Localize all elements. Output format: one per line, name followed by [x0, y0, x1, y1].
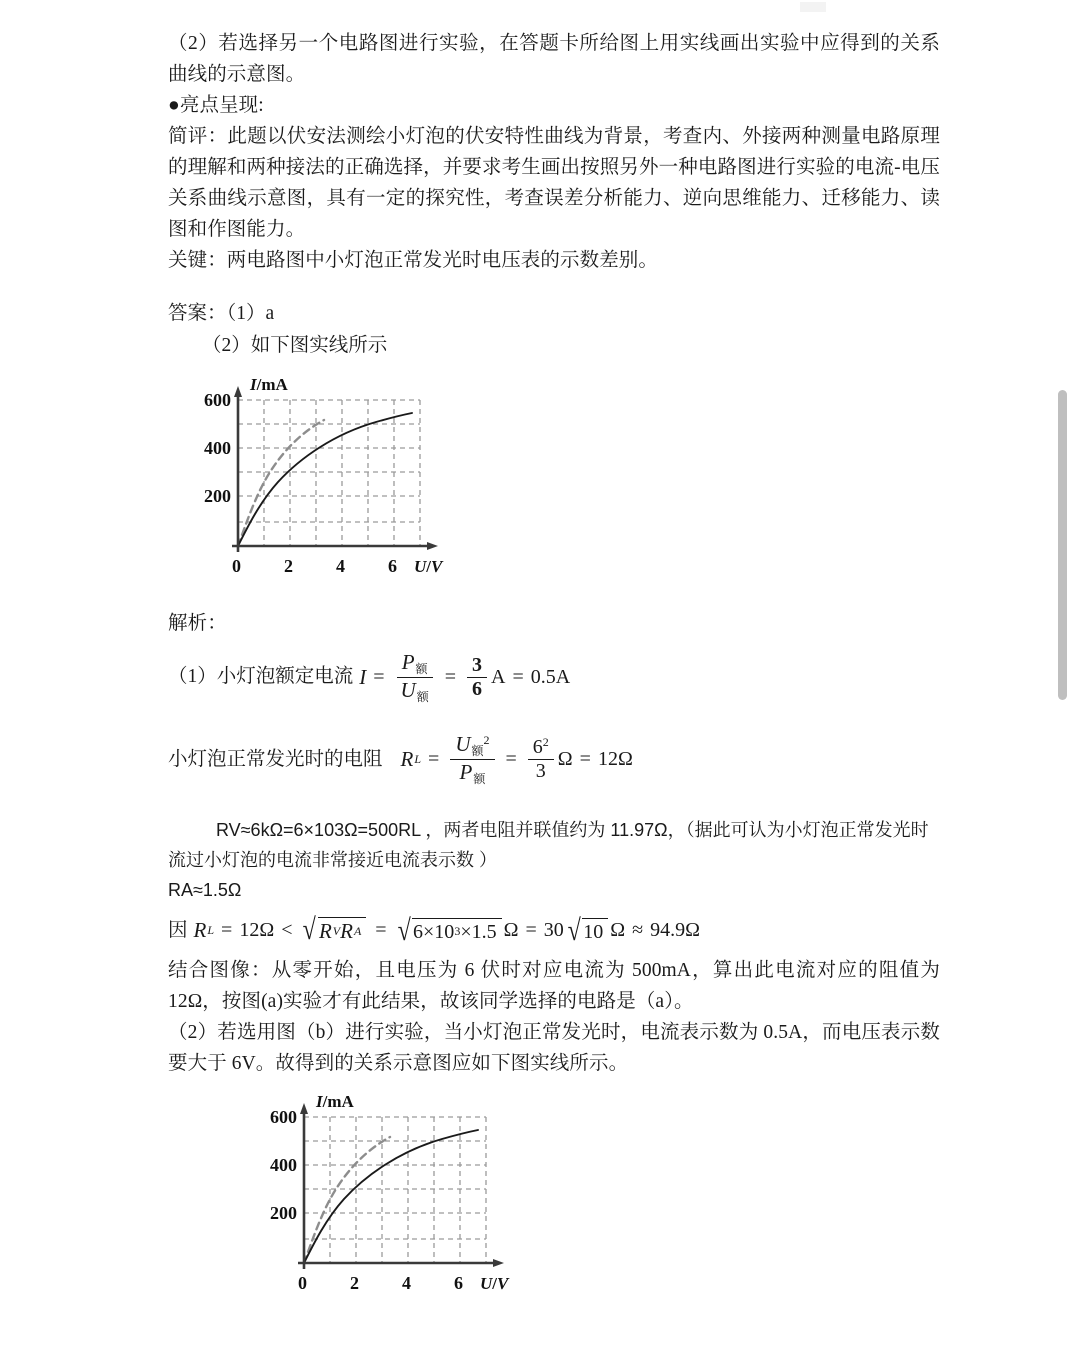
x-tick-6: 6 — [388, 556, 397, 576]
formula-1-den2: 6 — [472, 677, 483, 700]
formula-1-num2: 3 — [467, 655, 487, 678]
iv-characteristic-chart-top — [198, 374, 448, 596]
paragraph-commentary: 简评：此题以伏安法测绘小灯泡的伏安特性曲线为背景，考查内、外接两种测量电路原理的理解和两种接法的正确选择，并要求考生画出按照另外一种电路图进行实验的电流-电压关系曲线示意图，具有一定的探究性，考查误差分析能力、逆向思维能力、迁移能力、读图和作图能力。 — [168, 126, 940, 240]
formula-3-result: 94.9Ω — [650, 919, 700, 942]
radical-sign-3: √ — [567, 913, 581, 947]
x-axis-arrow — [427, 542, 438, 550]
formula-1-eq-1: = — [373, 666, 385, 689]
formula-1-eq-2: = — [444, 666, 457, 689]
radical-body-2 — [412, 918, 502, 944]
formula-1-denominator — [396, 678, 434, 704]
formula-3-rad2-sup: 3 — [454, 924, 461, 939]
formula-2-unit: Ω — [557, 748, 573, 771]
y-tick-400: 400 — [270, 1155, 297, 1176]
formula-1-fraction-P-over-U — [396, 651, 434, 703]
paragraph-key-point: 关键：两电路图中小灯泡正常发光时电压表的示数差别。 — [168, 250, 659, 271]
formula-1-num-sub: 额 — [415, 662, 428, 676]
curve-dashed — [238, 420, 324, 546]
x-axis-arrow — [493, 1259, 504, 1267]
y-tick-600: 600 — [270, 1107, 297, 1128]
x-tick-4: 4 — [402, 1273, 411, 1294]
formula-3-radical-1 — [301, 913, 366, 947]
formula-2-eq-3: = — [579, 748, 591, 771]
scrollbar-track[interactable] — [1060, 0, 1071, 1364]
chart-bottom-svg — [264, 1091, 514, 1313]
formula-3-rv-sub: V — [332, 924, 341, 939]
radical-body-1 — [318, 917, 366, 943]
y-tick-600: 600 — [204, 390, 231, 410]
formula-3-radical-3 — [566, 913, 608, 947]
radical-sign-2: √ — [397, 913, 411, 947]
formula-3-unit-1: Ω — [503, 919, 519, 942]
formula-2-fraction-62-over-3 — [528, 736, 554, 782]
formula-2-num2-sup: 2 — [542, 735, 549, 750]
formula-1-unit: A — [491, 666, 506, 689]
formula-3-symbol-sub: L — [207, 922, 215, 937]
formula-3-rad2-base: 6×10 — [413, 920, 455, 943]
document-content — [168, 28, 940, 1313]
analysis-heading: 解析： — [168, 613, 227, 634]
formula-2-num2-val: 6 — [532, 736, 543, 759]
y-axis-label: I/mA — [250, 375, 288, 394]
formula-2-num2 — [528, 736, 554, 760]
x-tick-0: 0 — [232, 556, 241, 576]
formula-2-den-sym: P — [459, 759, 473, 784]
x-tick-2: 2 — [284, 556, 293, 576]
paragraph-highlight-heading: ●亮点呈现: — [168, 95, 264, 116]
voltmeter-resistance-note: RV≈6kΩ=6×103Ω=500RL ，两者电阻并联值约为 11.97Ω，（据此可认为小灯泡正常发光时流过小灯泡的电流非常接近电流表示数 ） — [168, 820, 929, 871]
formula-2-eq-1: = — [428, 748, 440, 771]
formula-2-fraction-U2-over-P — [450, 733, 494, 785]
chart-top-svg — [198, 374, 448, 596]
formula-1-num-sym: P — [401, 650, 415, 674]
x-tick-2: 2 — [350, 1273, 359, 1294]
answer-line-2: （2）如下图实线所示 — [202, 335, 388, 356]
paragraph-question-2-solution: （2）若选用图（b）进行实验，当小灯泡正常发光时，电流表示数为 0.5A，而电压表示数要大于 6V。故得到的关系示意图应如下图实线所示。 — [168, 1022, 940, 1075]
x-tick-6: 6 — [454, 1273, 463, 1294]
ammeter-resistance-note: RA≈1.5Ω — [168, 880, 242, 901]
x-tick-4: 4 — [336, 556, 345, 576]
formula-1-den-sym: U — [400, 677, 416, 702]
chart-top-wrapper — [198, 374, 940, 596]
formula-3-eq-1: = — [221, 919, 233, 942]
formula-1-symbol: I — [359, 664, 367, 689]
formula-3-unit-2: Ω — [610, 919, 626, 942]
y-tick-400: 400 — [204, 438, 231, 458]
x-tick-0: 0 — [298, 1273, 307, 1294]
x-axis-label: U/V — [414, 557, 443, 576]
y-tick-200: 200 — [270, 1203, 297, 1224]
y-axis-arrow — [234, 386, 242, 397]
y-axis-arrow — [300, 1103, 308, 1114]
formula-2-num-sub: 额 — [471, 744, 484, 759]
formula-lamp-resistance — [168, 733, 940, 785]
x-axis-label: U/V — [480, 1274, 509, 1294]
y-tick-200: 200 — [204, 486, 231, 506]
formula-3-ra-sym: R — [340, 919, 353, 944]
chart-bottom-wrapper — [264, 1091, 940, 1313]
formula-1-eq-3: = — [512, 666, 524, 689]
formula-3-coefficient: 30 — [543, 919, 564, 942]
formula-2-eq-2: = — [505, 748, 517, 771]
formula-3-eq-2: = — [375, 919, 387, 942]
answer-line-1: 答案：（1）a — [168, 303, 275, 324]
formula-3-lt: < — [281, 919, 293, 942]
formula-1-lead: （1）小灯泡额定电流 — [168, 666, 354, 688]
formula-2-den2: 3 — [535, 760, 546, 783]
formula-1-fraction-3-over-6 — [467, 655, 487, 700]
radical-sign-1: √ — [303, 913, 317, 947]
page-corner-artifact — [800, 2, 826, 12]
formula-rated-current — [168, 651, 940, 703]
radical-body-3: 10 — [582, 918, 608, 944]
formula-1-result: 0.5A — [530, 666, 571, 689]
curve-dashed — [304, 1137, 390, 1263]
formula-2-num-sup: 2 — [483, 733, 490, 748]
formula-2-denominator — [454, 760, 490, 786]
formula-2-lead: 小灯泡正常发光时的电阻 — [168, 748, 383, 770]
formula-3-symbol: R — [193, 917, 207, 942]
formula-2-numerator — [450, 733, 494, 760]
formula-3-val1: 12Ω — [239, 919, 275, 942]
paragraph-graph-conclusion: 结合图像：从零开始，且电压为 6 伏时对应电流为 500mA，算出此电流对应的阻值为 12Ω，按图(a)实验才有此结果，故该同学选择的电路是（a）。 — [168, 960, 940, 1013]
formula-1-numerator — [397, 651, 433, 678]
y-axis-label: I/mA — [316, 1092, 354, 1112]
formula-3-rv-sym: R — [318, 919, 332, 944]
formula-3-rad2-tail: ×1.5 — [460, 920, 497, 943]
formula-2-num-sym: U — [455, 732, 471, 757]
scrollbar-thumb[interactable] — [1058, 390, 1067, 700]
formula-3-ra-sub: A — [353, 924, 362, 939]
formula-1-den-sub: 额 — [416, 689, 429, 704]
formula-2-symbol: R — [400, 746, 414, 771]
formula-2-den-sub: 额 — [473, 771, 486, 786]
formula-2-symbol-sub: L — [414, 751, 422, 766]
formula-2-result: 12Ω — [597, 748, 633, 771]
formula-3-radical-2 — [396, 913, 502, 947]
formula-3-lead: 因 — [168, 919, 188, 941]
formula-comparison-inequality — [168, 913, 940, 947]
formula-3-eq-3: = — [525, 919, 537, 942]
iv-characteristic-chart-bottom — [264, 1091, 514, 1313]
paragraph-question-2: （2）若选择另一个电路图进行实验，在答题卡所给图上用实线画出实验中应得到的关系曲线的示意图。 — [168, 33, 940, 85]
formula-3-approx: ≈ — [632, 919, 644, 942]
